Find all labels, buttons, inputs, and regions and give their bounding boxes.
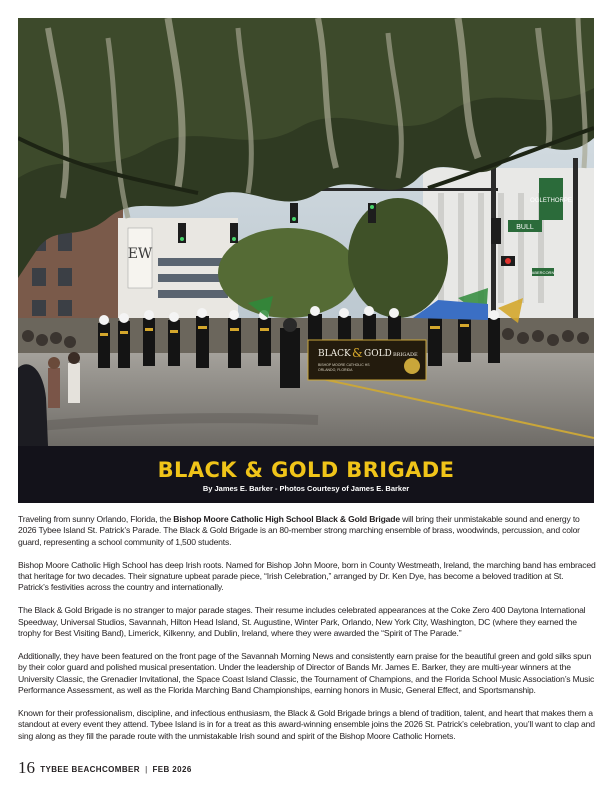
street-sign-2: ABERCORN [531,270,555,275]
paragraph-1-band-name: Bishop Moore Catholic High School Black & Gold Brigade [173,514,400,524]
paragraph-1 [18,514,596,548]
issue-date: FEB 2026 [152,765,192,774]
paragraph-2: Bishop Moore Catholic High School has deep Irish roots. Named for Bishop John Moore, born in County Westmeath, Ireland, the marching band has embraced that heritage for two decades. Their signature upbeat parade piece, “Irish Celebration,” arranged by Dr. Ken Dye, has become a beloved tradition at St. Patrick’s festivities across the country and internationally. [18,559,596,593]
article-title: BLACK & GOLD BRIGADE [157,458,455,482]
parade-scene [18,18,594,446]
banner-word-brigade: BRIGADE [393,352,418,358]
paragraph-4: Additionally, they have been featured on the front page of the Savannah Morning News and consistently earn praise for the beautiful green and gold silks spun by their color guard and polished musical presentation. Under the leadership of Director of Bands Mr. James E. Barker, they are multi-year winners at the University Classic, the Grenadier Invitational, the Space Coast Island Classic, the Tournament of Champions, and the Florida School Music Association’s Music Performance Assessment, as well as the Florida Marching Band Championships, earning honors in Music, General Effect, and Sportsmanship. [18,650,595,696]
band-banner [308,340,426,380]
banner-word-black: BLACK [318,349,351,359]
hotel-sign: EW [127,246,153,262]
footer-separator: | [145,765,148,774]
publication-name: TYBEE BEACHCOMBER [40,765,140,774]
article-body [18,514,596,753]
paragraph-1-intro: Traveling from sunny Orlando, Florida, the [18,514,174,524]
banner-subtitle-2: ORLANDO, FLORIDA [318,368,353,372]
paragraph-1-rest: will bring their unmistakable sound and energy to 2026 Tybee Island St. Patrick’s Parade. The Black & Gold Brigade is an 80-member strong marching ensemble of brass, woodwinds, percussion, and color guard, representing a school community of 1,500 students. [18,514,580,547]
paragraph-5: Known for their professionalism, discipline, and infectious enthusiasm, the Black & Gold Brigade brings a blend of tradition, talent, and heart that makes them a standout at every event they attend. Tybee Island is in for a treat as this award-winning ensemble joins the 2026 St. Patrick’s celebration, you’ll want to clap and sing along as they fill the parade route with the unmistakable Irish sound and spirit of the Bishop Moore Catholic Hornets. [18,707,595,741]
banner-subtitle-1: BISHOP MOORE CATHOLIC HS [318,363,370,367]
paragraph-3: The Black & Gold Brigade is no stranger to major parade stages. Their resume includes celebrated appearances at the Coke Zero 400 Daytona International Speedway, Universal Studios, Savannah, Hilton Head Island, St. Augustine, Winter Park, Orlando, New York City, Washington, DC (where they earned the trophy for Best Visiting Band), Limerick, Kilkenny, and Dublin, Ireland, where they were awarded the “Spirit of The Parade.” [18,605,586,639]
article-byline: By James E. Barker - Photos Courtesy of James E. Barker [202,484,410,493]
parade-photo [18,18,594,446]
title-band [18,446,594,503]
banner-ampersand: & [352,346,363,360]
page-footer [18,758,192,778]
page-number: 16 [18,758,35,777]
banner-word-gold: GOLD [364,349,392,359]
street-sign-3: OGLETHORPE [530,198,572,204]
street-sign-1: BULL [516,224,534,231]
